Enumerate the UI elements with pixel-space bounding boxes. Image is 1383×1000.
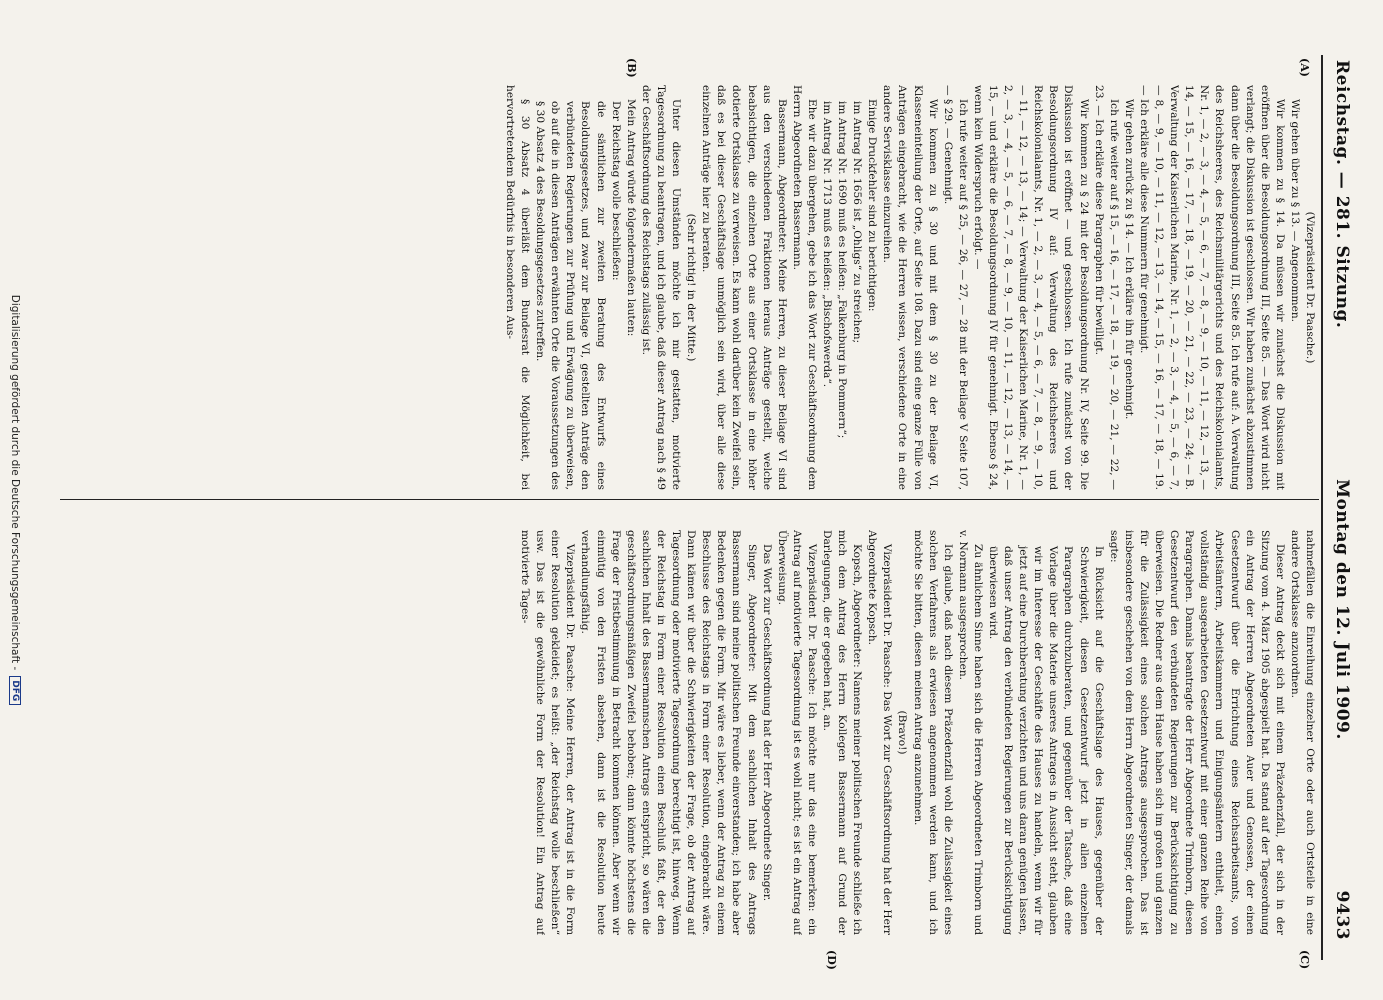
paragraph: § 30 Absatz 4 überläßt dem Bundesrat die Möglichkeit, bei hervortretendem Bedürfnis in besonderen Aus- <box>504 85 532 490</box>
paragraph: Wir kommen zu § 14. Da müssen wir zunächst die Diskussion mit eröffnen über die Besoldungsordnung III, Seite 85. — Das Wort wird nicht verlangt; die Diskussion ist geschlossen. Wir haben zunächst abzustimmen dann über die Besoldungsordnung III, Seite 85. Ich rufe auf: A. Verwaltung des Reichsheeres, des Reichsmilitärgerichts und des Reichskolonialamts, Nr. 1, — 2, — 3, — 4, — 5, — 6, — 7, — 8, — 9, — 10, — 11, — 12, — 13, — 14, — 15, — 16, — 17, — 18, — 19, — 20, — 21, — 22, — 23, — 24; — B. Verwaltung der Kaiserlichen Marine, Nr. 1, — 2, — 3, — 4, — 5, — 6, — 7, — 8, — 9, — 10, — 11, — 12, — 13, — 14, — 15, — 16, — 17, — 18, — 19. — Ich erkläre alle diese Nummern für genehmigt. <box>1137 85 1286 490</box>
quotation: In Rücksicht auf die Geschäftslage des Hauses, gegenüber der Schwierigkeit, diesen Gesetzentwurf jetzt in allen einzelnen Paragraphen durchzuberaten, und gegenüber der Tatsache, daß eine Vorlage über die Materie unseres Antrages in Aussicht steht, glauben wir im Interesse der Geschäfte des Hauses zu handeln, wenn wir für jetzt auf eine Durchberatung verzichten und uns daran genügen lassen, daß unser Antrag den verbündeten Regierungen zur Berücksichtigung überwiesen wird. <box>987 546 1105 935</box>
paragraph: Wir gehen über zu § 13. — Angenommen. <box>1288 99 1301 323</box>
speech-paragraph: Vizepräsident Dr. Paasche: Ich möchte nur das eine bemerken: ein Antrag auf motivierte Tagesordnung ist es wohl nicht; es ist ein Antrag auf Überweisung. <box>775 530 818 935</box>
paragraph: Einige Druckfehler sind zu berichtigen: <box>866 99 879 312</box>
page-number: 9433 <box>1332 890 1352 940</box>
header-date: Montag den 12. Juli 1909. <box>1332 479 1352 740</box>
paragraph: Mein Antrag würde folgendermaßen lauten: <box>624 99 637 337</box>
paragraph: nahmefällen die Einreihung einzelner Orte oder auch Ortsteile in eine andere Ortsklasse anzuordnen. <box>1288 530 1316 935</box>
speech-paragraph: Bassermann, Abgeordneter: Meine Herren, zu dieser Beilage VI sind aus den verschiedenen Fraktionen heraus Anträge gestellt, welche beabsichtigen, die einzelnen Orte aus einer Ortsklasse in eine höher dotierte Ortsklasse zu verweisen. Es kann wohl darüber kein Zweifel sein, daß es bei dieser Geschäftslage unmöglich sein wird, über alle diese einzelnen Anträge hier zu beraten. <box>700 85 788 490</box>
footer-text: Digitalisierung gefördert durch die Deutsche Forschungsgemeinschaft - <box>9 294 21 671</box>
column-divider <box>60 499 1319 500</box>
paragraph: Wir kommen zu § 24 mit der Besoldungsordnung Nr. IV, Seite 99. Die Diskussion ist eröffnet — und geschlossen. Ich rufe zunächst von der Besoldungsordnung IV auf: Verwaltung des Reichsheeres und Reichskolonialamts, Nr. 1, — 2, — 3, — 4, — 5, — 6, — 7, — 8, — 9, — 10, — 11, — 12, — 13, — 14; — Verwaltung der Kaiserlichen Marine, Nr. 1, — 2, — 3, — 4, — 5, — 6, — 7, — 8, — 9, — 10, — 11, — 12, — 13, — 14, — 15, — und erkläre die Besoldungsordnung IV für genehmigt. Ebenso § 24, wenn kein Widerspruch erfolgt. — <box>971 85 1090 490</box>
paragraph: Unter diesen Umständen möchte ich mir gestatten, motivierte Tagesordnung zu beantragen, und ich glaube, daß dieser Antrag nach § 49 der Geschäftsordnung des Reichstags zulässig ist. <box>639 85 683 490</box>
margin-mark-d: (D) <box>825 950 838 970</box>
paragraph: Ich rufe weiter auf § 15, — 16, — 17, — 18, — 19, — 20, — 21, — 22, — 23. — Ich erkläre diese Paragraphen für bewilligt. <box>1092 85 1120 490</box>
header-rule <box>1321 55 1323 960</box>
speech-paragraph: Vizepräsident Dr. Paasche: Das Wort zur Geschäftsordnung hat der Herr Abgeordnete Kopsch. <box>866 530 894 935</box>
margin-mark-a: (A) <box>1298 58 1311 77</box>
paragraph: Wir kommen zu § 30 und mit dem § 30 zu der Beilage VI, Klasseneinteilung der Orte, auf Seite 108. Dazu sind eine ganze Fülle von Anträgen eingebracht, wie die Herren wissen, verschiedene Orte in eine andere Servisklasse einzureihen. <box>881 85 939 490</box>
paragraph: Ich rufe weiter auf § 25, — 26, — 27, — 28 mit der Beilage V Seite 107, — § 29. — Genehmigt. <box>941 85 969 490</box>
speech-paragraph: Singer, Abgeordneter: Mit dem sachlichen Inhalt des Antrags Bassermann sind meine politischen Freunde einverstanden; ich habe aber Bedenken gegen die Form. Mir wäre es lieber, wenn der Antrag zu einem Beschlusse des Reichstags in Form einer Resolution, eingebracht wäre. Dann kämen wir über die Schwierigkeiten der Frage, ob der Antrag auf Tagesordnung oder motivierte Tagesordnung berechtigt ist, hinweg. Wenn der Reichstag in Form einer Resolution einen Beschluß faßt, der den sachlichen Inhalt des Bassermannschen Antrags entspricht, so wären die geschäftsordnungsmäßigen Zweifel behoben; dann könnte höchstens die Frage der Fristbestimmung in Betracht kommen können. Aber wenn wir einmütig von den Fristen absehen, dann ist die Resolution heute verhandlungsfähig. <box>579 530 758 935</box>
motion-heading: Der Reichstag wolle beschließen: <box>609 101 622 281</box>
running-header <box>1329 60 1355 940</box>
digitization-footer <box>2 0 28 1000</box>
interjection: (Bravo!) <box>896 710 909 755</box>
left-column <box>52 85 1317 490</box>
paragraph: Dieser Antrag deckt sich mit einem Präzedenzfall, der sich in der Sitzung vom 4. März 1905 abgespielt hat. Da stand auf der Tagesordnung ein Antrag der Herren Abgeordneten Auer und Genossen, der einen Gesetzentwurf über die Errichtung eines Reichsarbeitsamts, von Arbeitsämtern, Arbeitskammern und Einigungsämtern enthielt, einen vollständig ausgearbeiteten Gesetzentwurf mit einer ganzen Reihe von Paragraphen. Damals beantragte der Herr Abgeordnete Trimborn, diesen Gesetzentwurf den verbündeten Regierungen zur Berücksichtigung zu überweisen. Die Redner aus dem Hause haben sich im großen und ganzen für die Zulässigkeit eines solchen Antrags ausgesprochen. Das ist insbesondere geschehen von dem Herrn Abgeordneten Singer, der damals sagte: <box>1107 530 1286 935</box>
correction-item: im Antrag Nr. 1656 ist „Ohligs“ zu streichen; <box>851 101 864 344</box>
paragraph: Zu ähnlichem Sinne haben sich die Herren Abgeordneten Trimborn und v. Normann ausgesprochen. <box>956 530 984 935</box>
margin-mark-b: (B) <box>625 58 638 78</box>
interjection: (Sehr richtig! in der Mitte.) <box>685 213 698 362</box>
paragraph: Ehe wir dazu übergehen, gebe ich das Wort zur Geschäftsordnung dem Herrn Abgeordneten Bassermann. <box>790 85 818 490</box>
right-column <box>112 530 1317 935</box>
speech-paragraph: Vizepräsident Dr. Paasche: Meine Herren, der Antrag ist in die Form einer Resolution gekleidet; es heißt: „der Reichstag wolle beschließen“ usw. Das ist die gewöhnliche Form der Resolution! Ein Antrag auf motivierte Tages- <box>519 530 577 935</box>
speech-paragraph: Kopsch, Abgeordneter: Namens meiner politischen Freunde schließe ich mich dem Antrag des Herrn Kollegen Bassermann auf Grund der Darlegungen, die er gegeben hat, an. <box>821 530 864 935</box>
paragraph: Wir gehen zurück zu § 14. — Ich erkläre ihn für genehmigt. <box>1122 99 1135 420</box>
correction-item: im Antrag Nr. 1690 muß es heißen: „Falkenburg in Pommern“; <box>836 101 849 439</box>
header-left: Reichstag. — 281. Sitzung. <box>1332 60 1352 329</box>
paragraph: Ich glaube, daß nach diesem Präzedenzfall wohl die Zulässigkeit eines solchen Verfahrens als erwiesen angenommen werden kann, und ich möchte Sie bitten, diesen meinen Antrag anzunehmen. <box>911 530 954 935</box>
speaker-heading: (Vizepräsident Dr. Paasche.) <box>1304 211 1316 364</box>
dfg-logo: DFG <box>9 676 21 705</box>
correction-item: im Antrag Nr. 1713 muß es heißen: „Bischofswerda“. <box>821 101 833 388</box>
paragraph: Das Wort zur Geschäftsordnung hat der Herr Abgeordnete Singer. <box>760 544 773 902</box>
motion-text: die sämtlichen zur zweiten Beratung des Entwurfs eines Besoldungsgesetzes, und zwar zur Beilage VI, gestellten Anträge den verbündeten Regierungen zur Prüfung und Erwägung zu überweisen, ob auf die in diesen Anträgen erwähnten Orte die Voraussetzungen des § 30 Absatz 4 des Besoldungsgesetzes zutreffen. <box>534 101 607 490</box>
margin-mark-c: (C) <box>1298 950 1311 970</box>
